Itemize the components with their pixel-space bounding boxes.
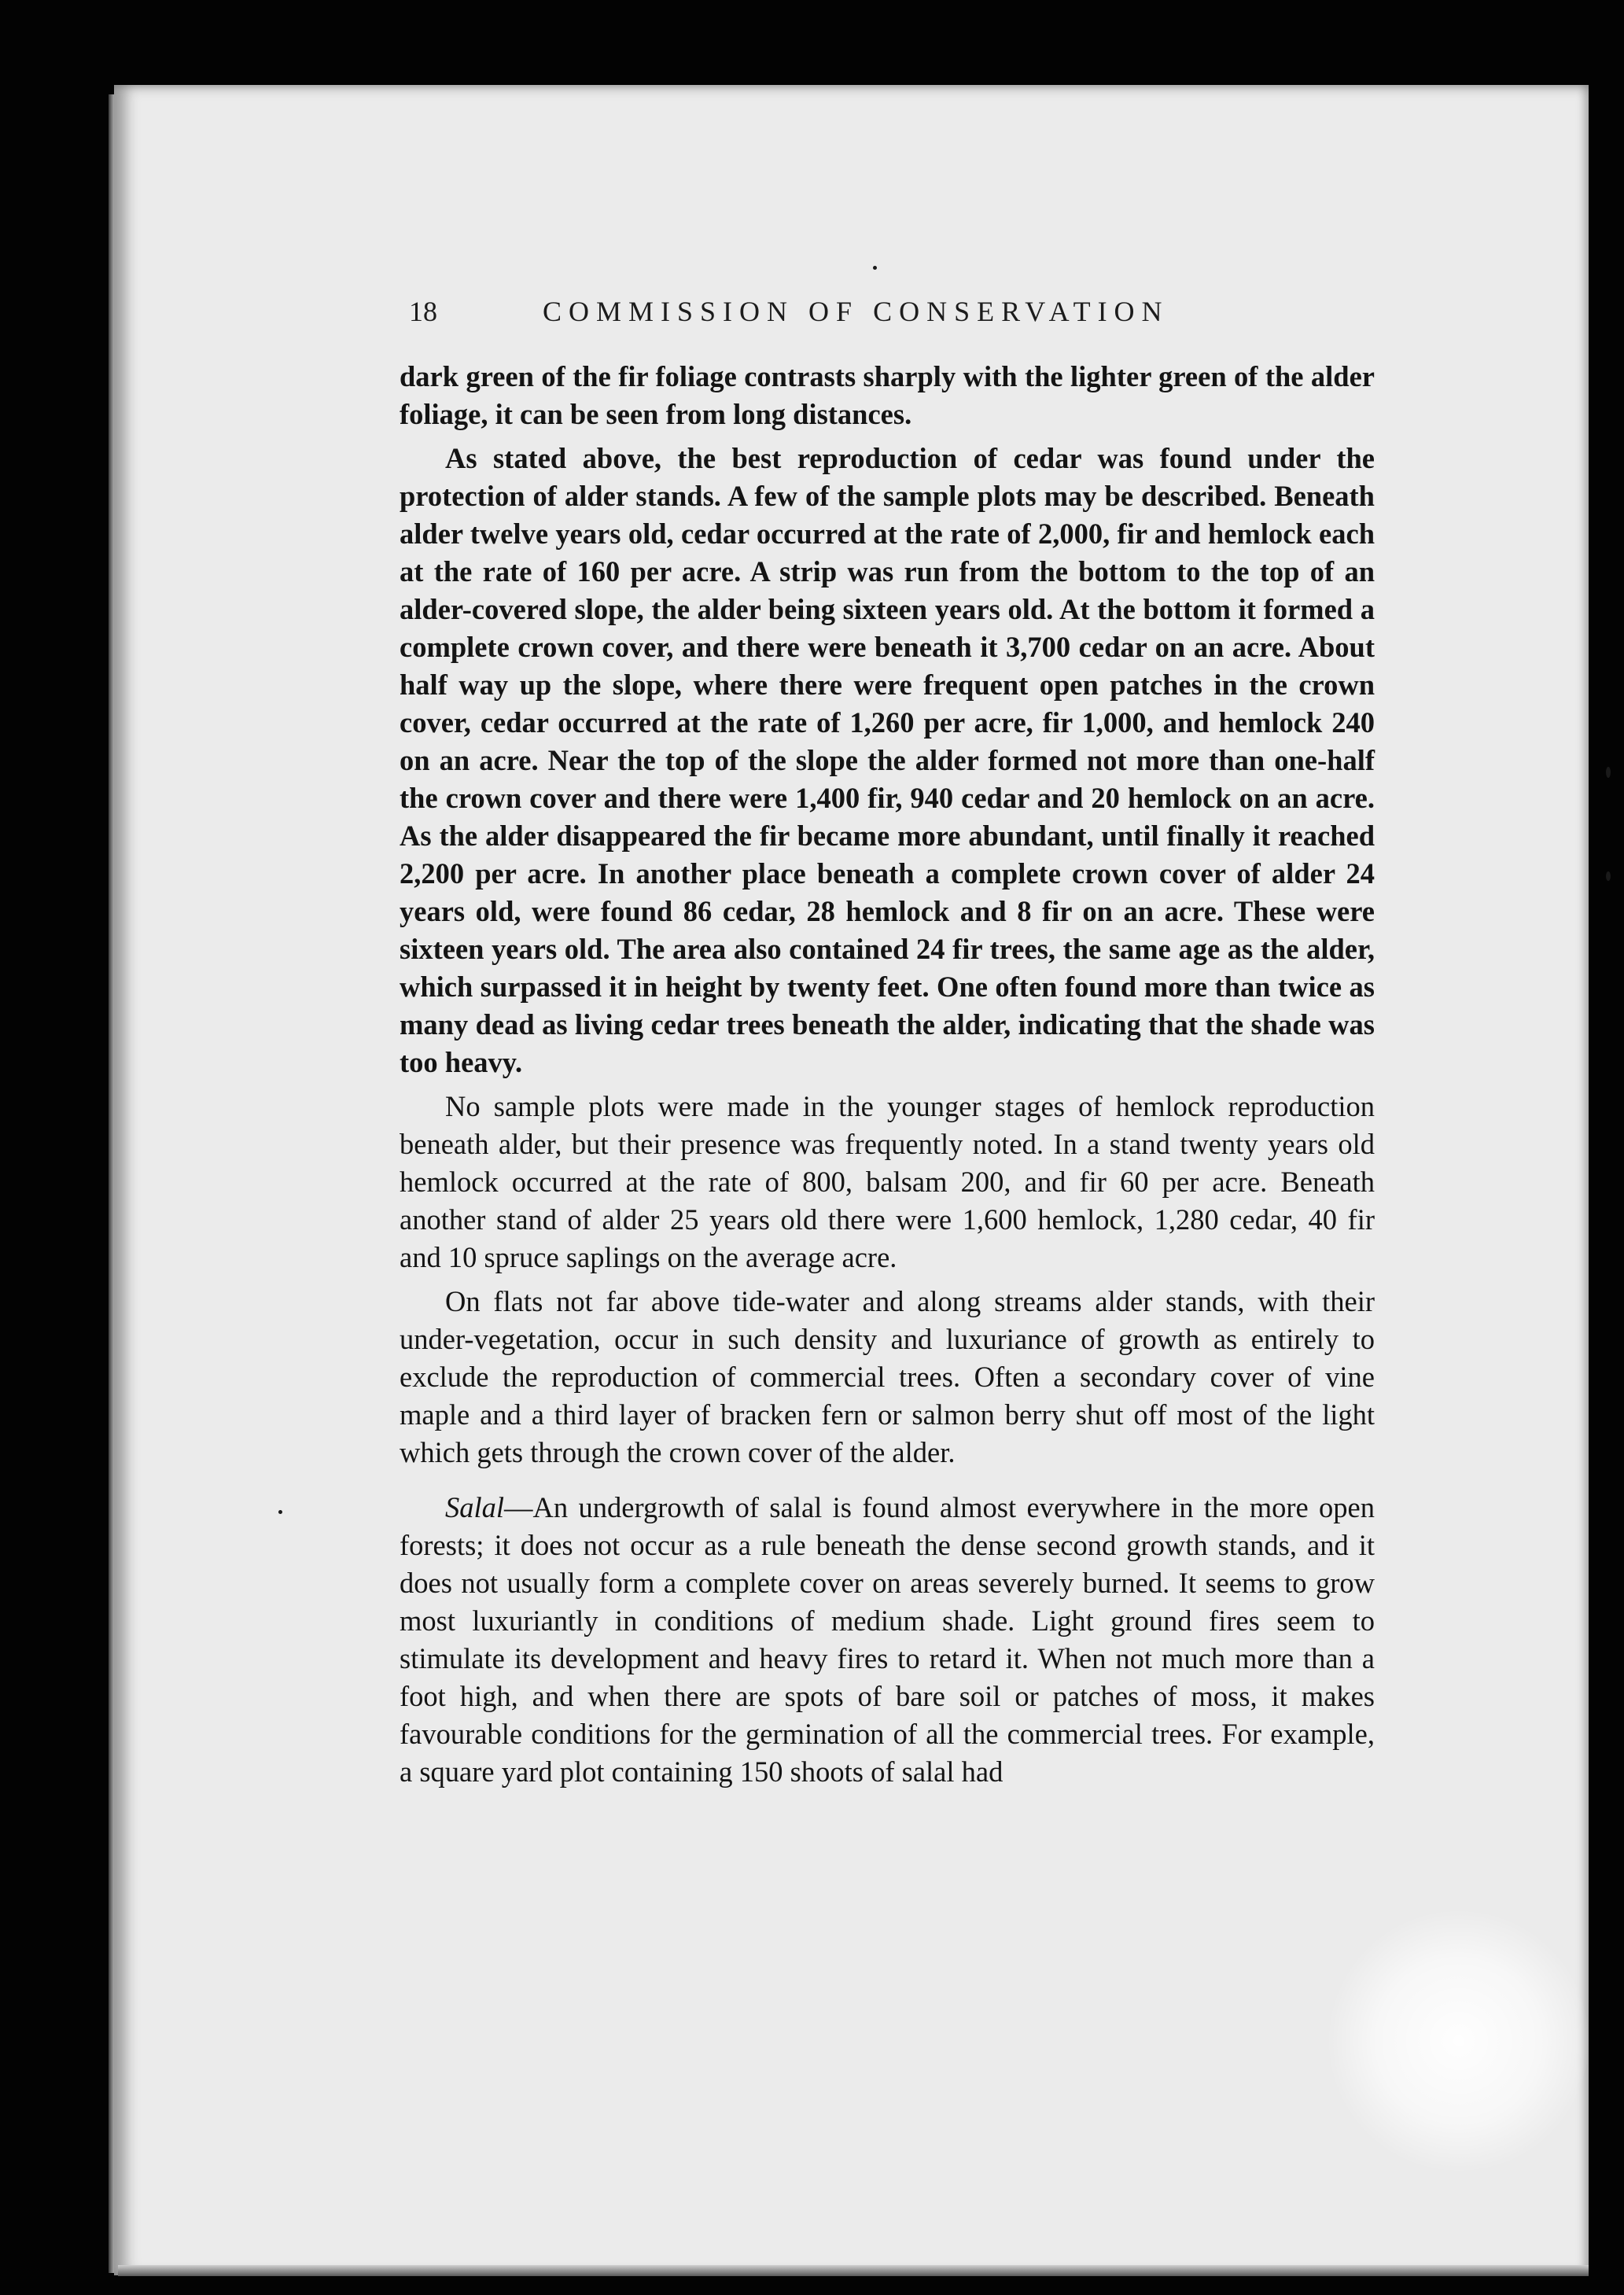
page-number: 18 [409, 296, 437, 327]
dust-speck [1606, 871, 1611, 881]
paragraph-salal [400, 1489, 1375, 1791]
page-bottom-edge [118, 2265, 1589, 2276]
paragraph-continuation: dark green of the fir foliage contrasts sharply with the lighter green of the alder foliage, it can be seen from long distances. [400, 360, 1375, 430]
scan-glare [1329, 1911, 1589, 2171]
paragraph-hemlock-reproduction: No sample plots were made in the younger stages of hemlock reproduction beneath alder, but their presence was frequently noted. In a stand twenty years old hemlock occurred at the rate of 800, balsam 200, and fir 60 per acre. Beneath another stand of alder 25 years old there were 1,600 hemlock, 1,280 cedar, 40 fir and 10 spruce saplings on the average acre. [400, 1090, 1375, 1273]
paragraph-alder-flats: On flats not far above tide-water and along streams alder stands, with their under-vegetation, occur in such density and luxuriance of growth as entirely to exclude the reproduction of commercial trees. Often a secondary cover of vine maple and a third layer of bracken fern or salmon berry shut off most of the light which gets through the crown cover of the alder. [400, 1285, 1375, 1468]
dust-speck [1606, 767, 1611, 778]
dust-speck [873, 266, 877, 270]
running-head [409, 295, 1376, 342]
salal-heading: Salal [445, 1491, 505, 1523]
paragraph-cedar-reproduction: As stated above, the best reproduction of cedar was found under the protection of alder stands. A few of the sample plots may be described. Beneath alder twelve years old, cedar occurred at the rate of 2,000, fir and hemlock each at the rate of 160 per acre. A strip was run from the bottom to the top of an alder-covered slope, the alder being sixteen years old. At the bottom it formed a complete crown cover, and there were beneath it 3,700 cedar on an acre. About half way up the slope, where there were frequent open patches in the crown cover, cedar occurred at the rate of 1,260 per acre, fir 1,000, and hemlock 240 on an acre. Near the top of the slope the alder formed not more than one-half the crown cover and there were 1,400 fir, 940 cedar and 20 hemlock on an acre. As the alder disappeared the fir became more abundant, until finally it reached 2,200 per acre. In another place beneath a complete crown cover of alder 24 years old, were found 86 cedar, 28 hemlock and 8 fir on an acre. These were sixteen years old. The area also contained 24 fir trees, the same age as the alder, which surpassed it in height by twenty feet. One often found more than twice as many dead as living cedar trees beneath the alder, indicating that the shade was too heavy. [400, 442, 1375, 1078]
running-head-title: COMMISSION OF CONSERVATION [543, 296, 1169, 327]
body-text [400, 358, 1375, 1797]
salal-text: —An undergrowth of salal is found almost everywhere in the more open forests; it does not occur as a rule beneath the dense second growth stands, and it does not usually form a complete cover on areas severely burned. It seems to grow most luxuriantly in conditions of medium shade. Light ground fires seem to stimulate its development and heavy fires to retard it. When not much more than a foot high, and when there are spots of bare soil or patches of moss, it makes favourable conditions for the germination of all the commercial trees. For example, a square yard plot containing 150 shoots of salal had [400, 1491, 1375, 1788]
dust-speck [278, 1510, 282, 1514]
